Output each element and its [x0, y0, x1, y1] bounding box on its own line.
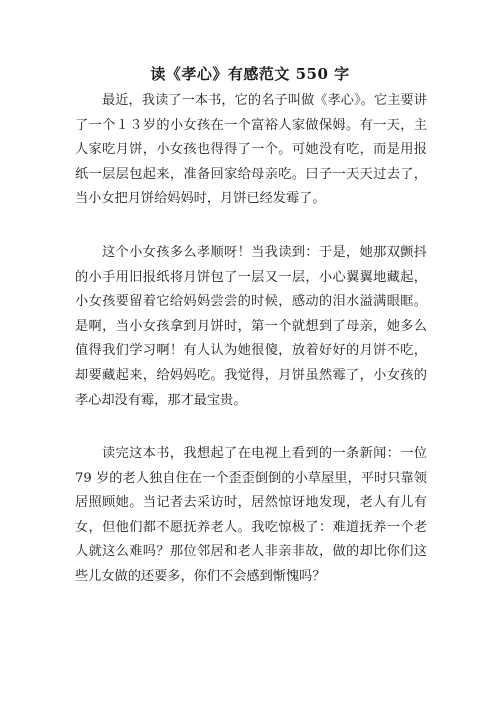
paragraph-3: 读完这本书，我想起了在电视上看到的一条新闻：一位 79 岁的老人独自住在一个歪歪倒倒的小草屋里，平时只靠领居照顾她。当记者去采访时，居然惊讶地发现，老人有儿有女，但他们都不愿抚养老人。我吃惊极了：难道抚养一个老人就这么难吗？那位邻居和老人非亲非故，做的却比你们这些儿女做的还要多，你们不会感到惭愧吗？ — [75, 446, 427, 584]
paragraph-1: 最近，我读了一本书，它的名子叫做《孝心》。它主要讲了一个１３岁的小女孩在一个富裕人家做保姆。有一天，主人家吃月饼，小女孩也得得了一个。可她没有吃，而是用报纸一层层包起来，准备回家给母亲吃。曰子一天天过去了，当小女把月饼给妈妈时，月饼已经发霉了。 — [75, 93, 427, 207]
document-title: 读《孝心》有感范文 550 字 — [150, 65, 350, 83]
paragraph-2: 这个小女孩多么孝顺呀！当我读到：于是，她那双颤抖的小手用旧报纸将月饼包了一层又一层，小心翼翼地藏起，小女孩要留着它给妈妈尝尝的时候，感动的泪水溢满眼眶。是啊，当小女孩拿到月饼时，第一个就想到了母亲，她多么值得我们学习啊！有人认为她很傻，放着好好的月饼不吃，却要藏起来，给妈妈吃。我觉得，月饼虽然霉了，小女孩的孝心却没有霉，那才最宝贵。 — [75, 245, 427, 408]
